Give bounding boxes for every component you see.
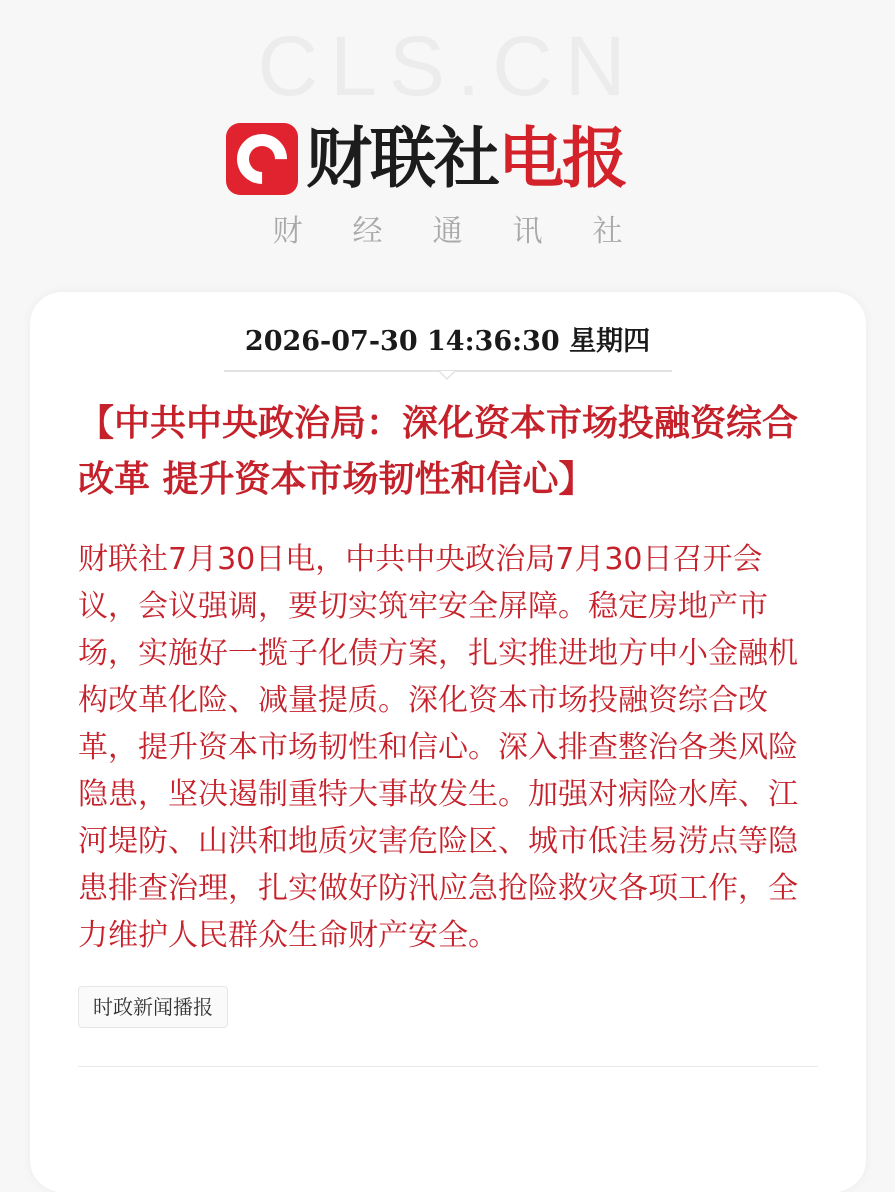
brand-title bbox=[306, 120, 626, 198]
article-headline: 【中共中央政治局：深化资本市场投融资综合改革 提升资本市场韧性和信心】 bbox=[78, 403, 799, 500]
brand-name: 财联社 bbox=[306, 120, 498, 197]
topic-tag[interactable]: 时政新闻播报 bbox=[78, 986, 228, 1028]
cls-c-logo-icon bbox=[226, 123, 298, 195]
tagline: 财经通讯社 bbox=[272, 214, 673, 249]
footer-divider bbox=[78, 1066, 818, 1067]
brand-product: 电报 bbox=[498, 120, 626, 197]
watermark-text: CLS.CN bbox=[257, 19, 638, 113]
article-datetime: 2026-07-30 14:36:30 星期四 bbox=[244, 326, 651, 357]
brand-logo bbox=[226, 120, 674, 200]
article-body: 财联社7月30日电，中共中央政治局7月30日召开会议，会议强调，要切实筑牢安全屏障。稳定房地产市场，实施好一揽子化债方案，扎实推进地方中小金融机构改革化险、减量提质。深化资本市场投融资综合改革，提升资本市场韧性和信心。深入排查整治各类风险隐患，坚决遏制重特大事故发生。加强对病险水库、江河堤防、山洪和地质灾害危险区、城市低洼易涝点等隐患排查治理，扎实做好防汛应急抢险救灾各项工作，全力维护人民群众生命财产安全。 bbox=[78, 542, 798, 953]
